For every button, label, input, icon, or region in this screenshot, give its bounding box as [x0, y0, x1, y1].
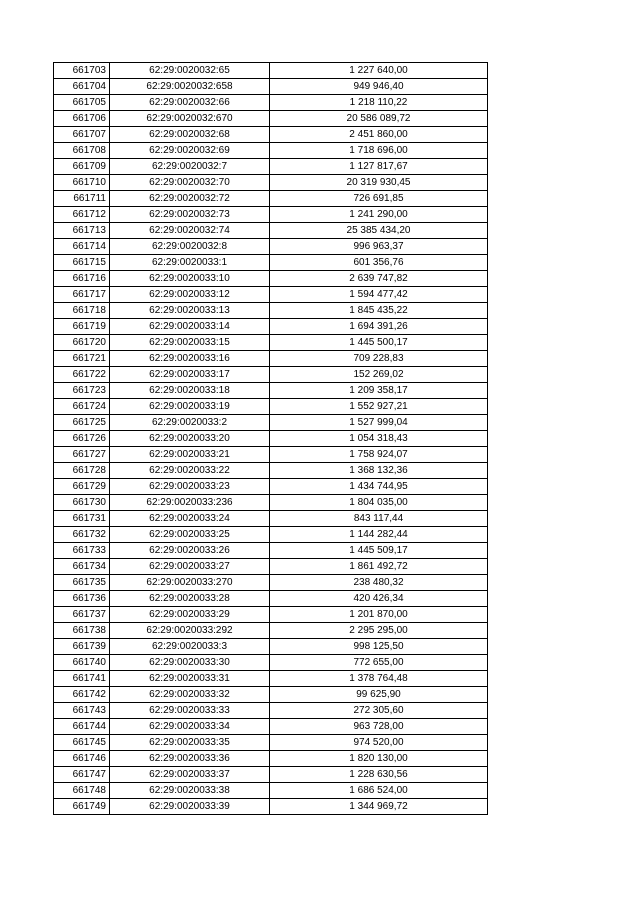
- cadastral-number-cell: 62:29:0020033:292: [110, 623, 270, 639]
- table-row: [54, 559, 488, 575]
- row-number-cell: 661746: [54, 751, 110, 767]
- cadastral-value-cell: 1 594 477,42: [270, 287, 488, 303]
- row-number-cell: 661749: [54, 799, 110, 815]
- cadastral-value-cell: 1 820 130,00: [270, 751, 488, 767]
- cadastral-number-cell: 62:29:0020032:74: [110, 223, 270, 239]
- table-row: [54, 159, 488, 175]
- cadastral-value-cell: 1 368 132,36: [270, 463, 488, 479]
- cadastral-value-cell: 2 451 860,00: [270, 127, 488, 143]
- table-row: [54, 319, 488, 335]
- row-number-cell: 661724: [54, 399, 110, 415]
- cadastral-number-cell: 62:29:0020032:69: [110, 143, 270, 159]
- cadastral-number-cell: 62:29:0020033:2: [110, 415, 270, 431]
- row-number-cell: 661716: [54, 271, 110, 287]
- row-number-cell: 661721: [54, 351, 110, 367]
- table-row: [54, 191, 488, 207]
- cadastral-value-cell: 238 480,32: [270, 575, 488, 591]
- cadastral-value-cell: 1 861 492,72: [270, 559, 488, 575]
- cadastral-number-cell: 62:29:0020032:72: [110, 191, 270, 207]
- cadastral-number-cell: 62:29:0020032:68: [110, 127, 270, 143]
- cadastral-value-cell: 998 125,50: [270, 639, 488, 655]
- row-number-cell: 661713: [54, 223, 110, 239]
- table-row: [54, 143, 488, 159]
- table-row: [54, 607, 488, 623]
- cadastral-value-cell: 1 054 318,43: [270, 431, 488, 447]
- cadastral-number-cell: 62:29:0020032:670: [110, 111, 270, 127]
- cadastral-number-cell: 62:29:0020033:16: [110, 351, 270, 367]
- table-row: [54, 463, 488, 479]
- cadastral-number-cell: 62:29:0020033:31: [110, 671, 270, 687]
- row-number-cell: 661742: [54, 687, 110, 703]
- cadastral-number-cell: 62:29:0020032:65: [110, 63, 270, 79]
- table-row: [54, 399, 488, 415]
- table-row: [54, 255, 488, 271]
- table-row: [54, 479, 488, 495]
- table-row: [54, 367, 488, 383]
- table-row: [54, 687, 488, 703]
- cadastral-number-cell: 62:29:0020033:12: [110, 287, 270, 303]
- row-number-cell: 661732: [54, 527, 110, 543]
- table-row: [54, 511, 488, 527]
- table-row: [54, 783, 488, 799]
- table-row: [54, 735, 488, 751]
- cadastral-value-cell: 974 520,00: [270, 735, 488, 751]
- table-row: [54, 351, 488, 367]
- table-row: [54, 527, 488, 543]
- cadastral-number-cell: 62:29:0020032:658: [110, 79, 270, 95]
- row-number-cell: 661711: [54, 191, 110, 207]
- cadastral-number-cell: 62:29:0020033:29: [110, 607, 270, 623]
- row-number-cell: 661714: [54, 239, 110, 255]
- cadastral-value-cell: 20 319 930,45: [270, 175, 488, 191]
- cadastral-value-cell: 1 686 524,00: [270, 783, 488, 799]
- row-number-cell: 661710: [54, 175, 110, 191]
- table-row: [54, 671, 488, 687]
- row-number-cell: 661734: [54, 559, 110, 575]
- table-row: [54, 799, 488, 815]
- cadastral-number-cell: 62:29:0020033:39: [110, 799, 270, 815]
- table-row: [54, 335, 488, 351]
- cadastral-number-cell: 62:29:0020032:7: [110, 159, 270, 175]
- cadastral-value-cell: 1 845 435,22: [270, 303, 488, 319]
- cadastral-number-cell: 62:29:0020033:270: [110, 575, 270, 591]
- row-number-cell: 661723: [54, 383, 110, 399]
- cadastral-number-cell: 62:29:0020033:19: [110, 399, 270, 415]
- row-number-cell: 661744: [54, 719, 110, 735]
- cadastral-value-cell: 1 378 764,48: [270, 671, 488, 687]
- row-number-cell: 661747: [54, 767, 110, 783]
- cadastral-number-cell: 62:29:0020033:20: [110, 431, 270, 447]
- row-number-cell: 661728: [54, 463, 110, 479]
- cadastral-number-cell: 62:29:0020033:14: [110, 319, 270, 335]
- cadastral-value-cell: 949 946,40: [270, 79, 488, 95]
- cadastral-value-cell: 2 639 747,82: [270, 271, 488, 287]
- cadastral-number-cell: 62:29:0020033:35: [110, 735, 270, 751]
- cadastral-number-cell: 62:29:0020033:28: [110, 591, 270, 607]
- cadastral-value-cell: 272 305,60: [270, 703, 488, 719]
- cadastral-value-cell: 1 445 509,17: [270, 543, 488, 559]
- row-number-cell: 661709: [54, 159, 110, 175]
- table-row: [54, 79, 488, 95]
- cadastral-number-cell: 62:29:0020033:22: [110, 463, 270, 479]
- cadastral-value-cell: 1 227 640,00: [270, 63, 488, 79]
- table-row: [54, 111, 488, 127]
- cadastral-value-cell: 1 445 500,17: [270, 335, 488, 351]
- table-row: [54, 543, 488, 559]
- cadastral-number-cell: 62:29:0020032:73: [110, 207, 270, 223]
- cadastral-value-cell: 726 691,85: [270, 191, 488, 207]
- cadastral-value-cell: 1 218 110,22: [270, 95, 488, 111]
- row-number-cell: 661705: [54, 95, 110, 111]
- row-number-cell: 661739: [54, 639, 110, 655]
- row-number-cell: 661727: [54, 447, 110, 463]
- cadastral-number-cell: 62:29:0020032:70: [110, 175, 270, 191]
- cadastral-number-cell: 62:29:0020033:15: [110, 335, 270, 351]
- cadastral-value-cell: 1 552 927,21: [270, 399, 488, 415]
- cadastral-value-cell: 601 356,76: [270, 255, 488, 271]
- cadastral-number-cell: 62:29:0020033:36: [110, 751, 270, 767]
- cadastral-value-cell: 1 201 870,00: [270, 607, 488, 623]
- cadastral-number-cell: 62:29:0020033:27: [110, 559, 270, 575]
- table-row: [54, 95, 488, 111]
- cadastral-value-cell: 1 344 969,72: [270, 799, 488, 815]
- document-page: [53, 62, 488, 815]
- table-row: [54, 63, 488, 79]
- table-row: [54, 703, 488, 719]
- table-row: [54, 239, 488, 255]
- row-number-cell: 661720: [54, 335, 110, 351]
- cadastral-number-cell: 62:29:0020032:8: [110, 239, 270, 255]
- cadastral-value-cell: 152 269,02: [270, 367, 488, 383]
- cadastral-number-cell: 62:29:0020033:32: [110, 687, 270, 703]
- cadastral-value-cell: 1 718 696,00: [270, 143, 488, 159]
- row-number-cell: 661712: [54, 207, 110, 223]
- cadastral-number-cell: 62:29:0020033:21: [110, 447, 270, 463]
- cadastral-number-cell: 62:29:0020033:10: [110, 271, 270, 287]
- cadastral-number-cell: 62:29:0020033:33: [110, 703, 270, 719]
- cadastral-value-cell: 1 209 358,17: [270, 383, 488, 399]
- cadastral-value-cell: 1 694 391,26: [270, 319, 488, 335]
- cadastral-number-cell: 62:29:0020032:66: [110, 95, 270, 111]
- cadastral-number-cell: 62:29:0020033:38: [110, 783, 270, 799]
- table-row: [54, 751, 488, 767]
- row-number-cell: 661737: [54, 607, 110, 623]
- row-number-cell: 661736: [54, 591, 110, 607]
- cadastral-value-cell: 2 295 295,00: [270, 623, 488, 639]
- cadastral-value-cell: 99 625,90: [270, 687, 488, 703]
- table-row: [54, 431, 488, 447]
- row-number-cell: 661738: [54, 623, 110, 639]
- cadastral-value-cell: 25 385 434,20: [270, 223, 488, 239]
- cadastral-number-cell: 62:29:0020033:37: [110, 767, 270, 783]
- row-number-cell: 661731: [54, 511, 110, 527]
- row-number-cell: 661726: [54, 431, 110, 447]
- row-number-cell: 661740: [54, 655, 110, 671]
- cadastral-value-cell: 1 804 035,00: [270, 495, 488, 511]
- cadastral-number-cell: 62:29:0020033:3: [110, 639, 270, 655]
- cadastral-value-table: [53, 62, 488, 815]
- table-row: [54, 127, 488, 143]
- cadastral-number-cell: 62:29:0020033:30: [110, 655, 270, 671]
- table-row: [54, 415, 488, 431]
- table-row: [54, 575, 488, 591]
- cadastral-value-cell: 963 728,00: [270, 719, 488, 735]
- cadastral-number-cell: 62:29:0020033:25: [110, 527, 270, 543]
- cadastral-value-cell: 1 228 630,56: [270, 767, 488, 783]
- row-number-cell: 661718: [54, 303, 110, 319]
- table-row: [54, 383, 488, 399]
- cadastral-number-cell: 62:29:0020033:13: [110, 303, 270, 319]
- table-row: [54, 495, 488, 511]
- row-number-cell: 661704: [54, 79, 110, 95]
- cadastral-number-cell: 62:29:0020033:236: [110, 495, 270, 511]
- row-number-cell: 661743: [54, 703, 110, 719]
- cadastral-value-cell: 20 586 089,72: [270, 111, 488, 127]
- cadastral-value-cell: 843 117,44: [270, 511, 488, 527]
- table-row: [54, 223, 488, 239]
- cadastral-value-cell: 1 144 282,44: [270, 527, 488, 543]
- cadastral-value-cell: 709 228,83: [270, 351, 488, 367]
- row-number-cell: 661703: [54, 63, 110, 79]
- table-row: [54, 655, 488, 671]
- table-row: [54, 287, 488, 303]
- row-number-cell: 661741: [54, 671, 110, 687]
- cadastral-number-cell: 62:29:0020033:17: [110, 367, 270, 383]
- cadastral-value-cell: 420 426,34: [270, 591, 488, 607]
- table-row: [54, 303, 488, 319]
- cadastral-number-cell: 62:29:0020033:18: [110, 383, 270, 399]
- table-row: [54, 623, 488, 639]
- cadastral-number-cell: 62:29:0020033:34: [110, 719, 270, 735]
- row-number-cell: 661733: [54, 543, 110, 559]
- table-row: [54, 175, 488, 191]
- table-row: [54, 271, 488, 287]
- cadastral-number-cell: 62:29:0020033:1: [110, 255, 270, 271]
- cadastral-number-cell: 62:29:0020033:24: [110, 511, 270, 527]
- row-number-cell: 661707: [54, 127, 110, 143]
- row-number-cell: 661725: [54, 415, 110, 431]
- row-number-cell: 661722: [54, 367, 110, 383]
- cadastral-number-cell: 62:29:0020033:26: [110, 543, 270, 559]
- cadastral-value-cell: 1 241 290,00: [270, 207, 488, 223]
- cadastral-value-cell: 1 434 744,95: [270, 479, 488, 495]
- table-row: [54, 767, 488, 783]
- cadastral-value-cell: 1 758 924,07: [270, 447, 488, 463]
- row-number-cell: 661735: [54, 575, 110, 591]
- table-body: [54, 63, 488, 815]
- row-number-cell: 661708: [54, 143, 110, 159]
- row-number-cell: 661730: [54, 495, 110, 511]
- row-number-cell: 661748: [54, 783, 110, 799]
- table-row: [54, 447, 488, 463]
- row-number-cell: 661719: [54, 319, 110, 335]
- cadastral-value-cell: 772 655,00: [270, 655, 488, 671]
- cadastral-value-cell: 1 127 817,67: [270, 159, 488, 175]
- row-number-cell: 661717: [54, 287, 110, 303]
- row-number-cell: 661745: [54, 735, 110, 751]
- cadastral-value-cell: 996 963,37: [270, 239, 488, 255]
- table-row: [54, 719, 488, 735]
- cadastral-number-cell: 62:29:0020033:23: [110, 479, 270, 495]
- row-number-cell: 661715: [54, 255, 110, 271]
- row-number-cell: 661729: [54, 479, 110, 495]
- table-row: [54, 207, 488, 223]
- row-number-cell: 661706: [54, 111, 110, 127]
- cadastral-value-cell: 1 527 999,04: [270, 415, 488, 431]
- table-row: [54, 639, 488, 655]
- table-row: [54, 591, 488, 607]
